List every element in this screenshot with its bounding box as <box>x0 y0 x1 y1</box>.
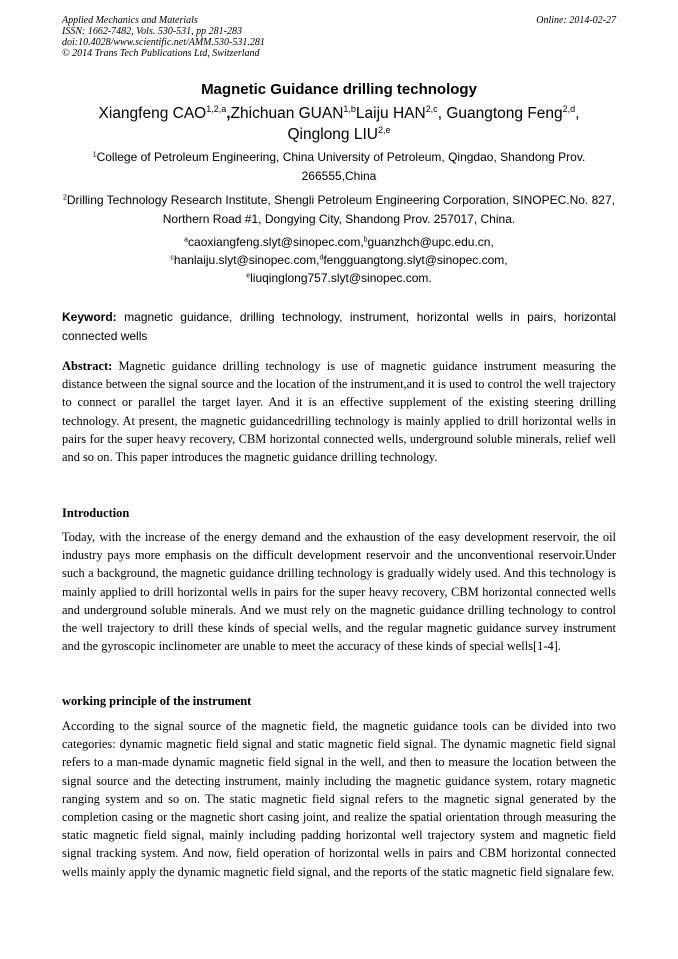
author-separator: , <box>575 105 580 122</box>
email-mark: a <box>184 236 189 244</box>
email-link[interactable]: guanzhch@upc.edu.cn, <box>367 235 494 249</box>
online-date: Online: 2014-02-27 <box>536 15 616 26</box>
affiliation-mark: 2 <box>63 194 67 202</box>
affiliation-text: Drilling Technology Research Institute, Shengli Petroleum Engineering Corporation, SINOPEC.No. 827, Northern Road #1, Dongying City, Shandong Prov. 257017, China. <box>66 193 615 226</box>
journal-doi: doi:10.4028/www.scientific.net/AMM.530-531.281 <box>62 37 265 48</box>
email-link[interactable]: caoxiangfeng.slyt@sinopec.com, <box>188 235 364 249</box>
abstract-label: Abstract: <box>62 359 113 373</box>
email-link[interactable]: hanlaiju.slyt@sinopec.com, <box>173 253 320 267</box>
author-name: Guangtong Feng <box>446 105 563 122</box>
section-text-working-principle: According to the signal source of the magnetic field, the magnetic guidance tools can be divided into two categories: dynamic magnetic field signal and static magnetic field signal. The dynamic magnetic field signal refers to a man-made dynamic magnetic field signal in the well, and then to measure the location between the signal source and the detecting instrument, mainly including the magnetic guidance system, rotary magnetic ranging system and so on. The static magnetic field signal refers to the magnetic signal generated by the completion casing or the magnetic short casing joint, and realize the spatial orientation through measuring the static magnetic field signal, mainly including padding horizontal well trajectory system and magnetic field signal tracking system. And now, field operation of horizontal wells in pairs and CBM horizontal connected wells mainly apply the dynamic magnetic field signal, and the reports of the static magnetic field signalare few. <box>62 719 616 879</box>
affiliation-1 <box>62 148 616 186</box>
author-name: Qinglong LIU <box>287 126 378 143</box>
email-mark: e <box>246 272 251 280</box>
section-text-introduction: Today, with the increase of the energy demand and the exhaustion of the easy development reservoir, the oil industry pays more emphasis on the difficult development reservoir and the unconventional reservoir.Under such a background, the magnetic guidance drilling technology is gradually widely used. And this technology is mainly applied to drill horizontal wells in pairs for the super heavy recovery, CBM horizontal connected wells and underground soluble minerals. And we must rely on the magnetic guidance drilling technology to control the well trajectory to drill these kinds of special wells, and the regular magnetic guidance survey instrument and the gyroscopic inclinometer are unable to meet the accuracy of these kinds of special wells[1-4]. <box>62 530 616 654</box>
email-mark: c <box>170 254 174 262</box>
author-affiliation-mark: 1,2,a <box>206 104 227 115</box>
journal-header <box>62 15 616 59</box>
journal-issn: ISSN: 1662-7482, Vols. 530-531, pp 281-283 <box>62 26 242 37</box>
email-list <box>62 233 616 287</box>
author-name: Xiangfeng CAO <box>98 105 207 122</box>
paper-title: Magnetic Guidance drilling technology <box>201 81 477 98</box>
author-affiliation-mark: 2,e <box>377 125 391 136</box>
author-separator: , <box>226 105 231 122</box>
keyword-text: magnetic guidance, drilling technology, instrument, horizontal wells in pairs, horizontal connected wells <box>62 310 616 343</box>
journal-copyright: © 2014 Trans Tech Publications Ltd, Switzerland <box>62 48 260 59</box>
section-heading-working-principle: working principle of the instrument <box>62 694 252 708</box>
email-link[interactable]: liuqinglong757.slyt@sinopec.com. <box>250 271 432 285</box>
author-name: Laiju HAN <box>355 105 426 122</box>
author-separator: , <box>437 105 447 122</box>
abstract <box>62 357 616 466</box>
affiliation-text: College of Petroleum Engineering, China University of Petroleum, Qingdao, Shandong Prov. 266555,China <box>96 150 586 183</box>
keywords <box>62 308 616 346</box>
section-heading-introduction: Introduction <box>62 506 130 520</box>
affiliation-2 <box>62 191 616 229</box>
keyword-label: Keyword: <box>62 310 117 324</box>
email-link[interactable]: fengguangtong.slyt@sinopec.com, <box>323 253 508 267</box>
email-mark: d <box>319 254 324 262</box>
journal-name: Applied Mechanics and Materials <box>62 15 198 26</box>
email-mark: b <box>363 236 368 244</box>
author-list <box>62 103 616 145</box>
author-affiliation-mark: 2,d <box>562 104 576 115</box>
affiliation-mark: 1 <box>92 151 97 159</box>
author-affiliation-mark: 2,c <box>425 104 438 115</box>
author-name: Zhichuan GUAN <box>230 105 344 122</box>
author-affiliation-mark: 1,b <box>343 104 356 115</box>
abstract-text: Magnetic guidance drilling technology is use of magnetic guidance instrument measuring the distance between the signal source and the location of the instrument,and it is used to control the well trajectory to connect or parallel the target layer. And it is an effective supplement of the existing steering drilling technology. At present, the magnetic guidancedrilling technology is mainly applied to drill horizontal wells in pairs for the super heavy recovery, CBM horizontal connected wells, underground soluble minerals, relief well and so on. This paper introduces the magnetic guidance drilling technology. <box>62 359 616 465</box>
